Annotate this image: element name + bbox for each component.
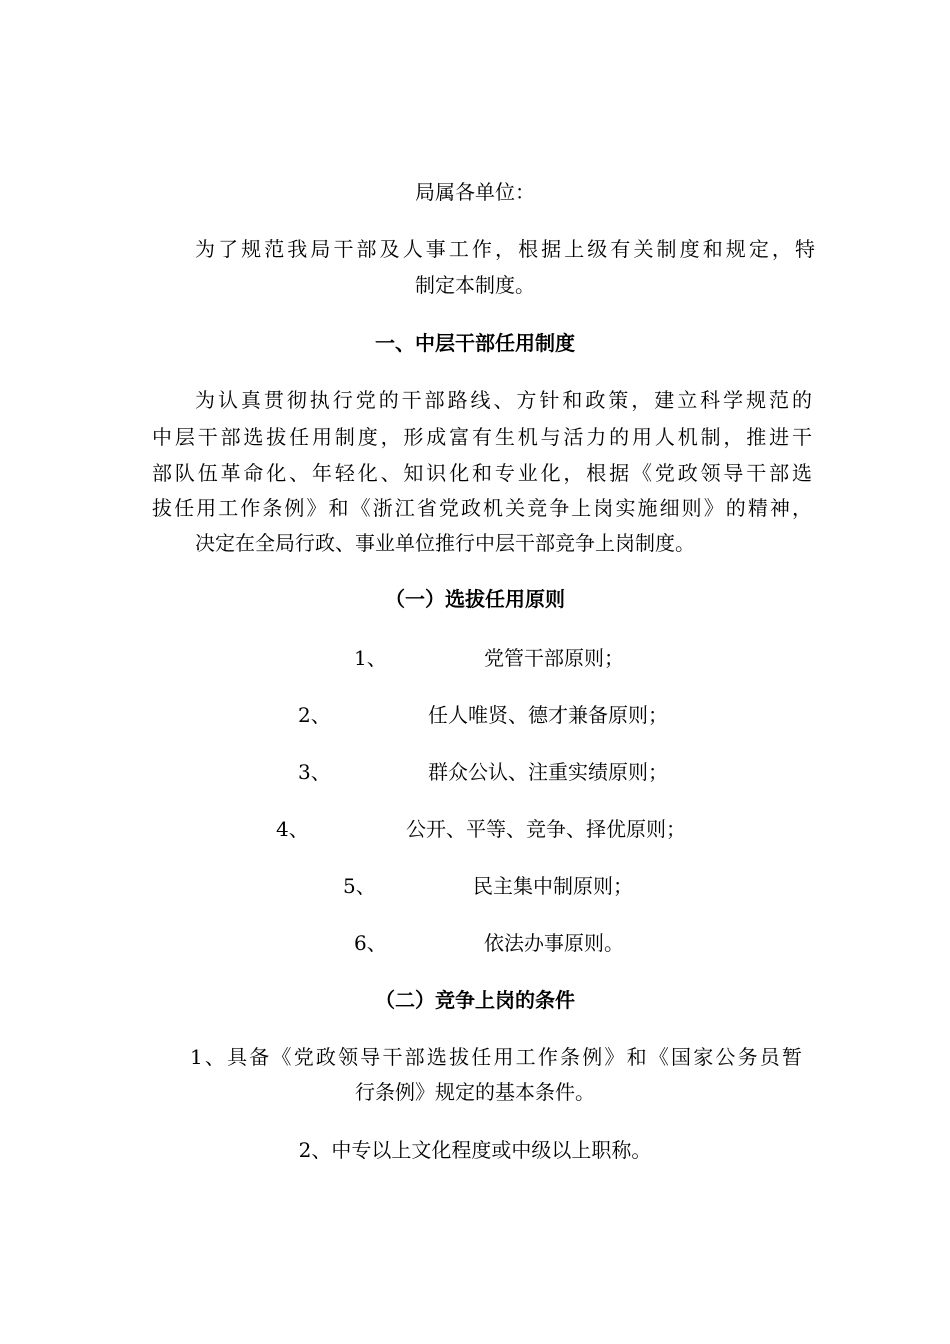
principle-number: 5、 [343, 874, 376, 898]
subsection-2-heading: （二）竞争上岗的条件 [375, 988, 575, 1012]
intro-line-1: 为了规范我局干部及人事工作，根据上级有关制度和规定，特 [195, 237, 815, 261]
section-1-para-line-5: 决定在全局行政、事业单位推行中层干部竞争上岗制度。 [195, 531, 695, 555]
section-1-para-line-3: 部队伍革命化、年轻化、知识化和专业化，根据《党政领导干部选 [152, 461, 812, 485]
principle-number: 2、 [298, 703, 331, 727]
principle-text: 群众公认、注重实绩原则； [428, 760, 668, 784]
salutation: 局属各单位： [415, 180, 535, 204]
principle-number: 3、 [298, 760, 331, 784]
section-1-para-line-2: 中层干部选拔任用制度，形成富有生机与活力的用人机制，推进干 [152, 425, 812, 449]
condition-1-line-2: 行条例》规定的基本条件。 [355, 1080, 595, 1104]
subsection-1-heading: （一）选拔任用原则 [385, 587, 565, 611]
section-1-heading: 一、中层干部任用制度 [375, 331, 575, 355]
principle-number: 6、 [354, 931, 387, 955]
principle-text: 任人唯贤、德才兼备原则； [428, 703, 668, 727]
section-1-para-line-1: 为认真贯彻执行党的干部路线、方针和政策，建立科学规范的 [195, 388, 812, 412]
condition-2: 2、中专以上文化程度或中级以上职称。 [298, 1138, 652, 1162]
condition-1-line-1: 1、具备《党政领导干部选拔任用工作条例》和《国家公务员暂 [190, 1045, 802, 1069]
principle-text: 依法办事原则。 [484, 931, 624, 955]
intro-line-2: 制定本制度。 [415, 273, 535, 297]
principle-text: 民主集中制原则； [473, 874, 633, 898]
section-1-para-line-4: 拔任用工作条例》和《浙江省党政机关竞争上岗实施细则》的精神， [152, 496, 812, 520]
principle-text: 公开、平等、竞争、择优原则； [406, 817, 686, 841]
principle-text: 党管干部原则； [484, 646, 624, 670]
principle-number: 1、 [354, 646, 387, 670]
principle-number: 4、 [276, 817, 309, 841]
